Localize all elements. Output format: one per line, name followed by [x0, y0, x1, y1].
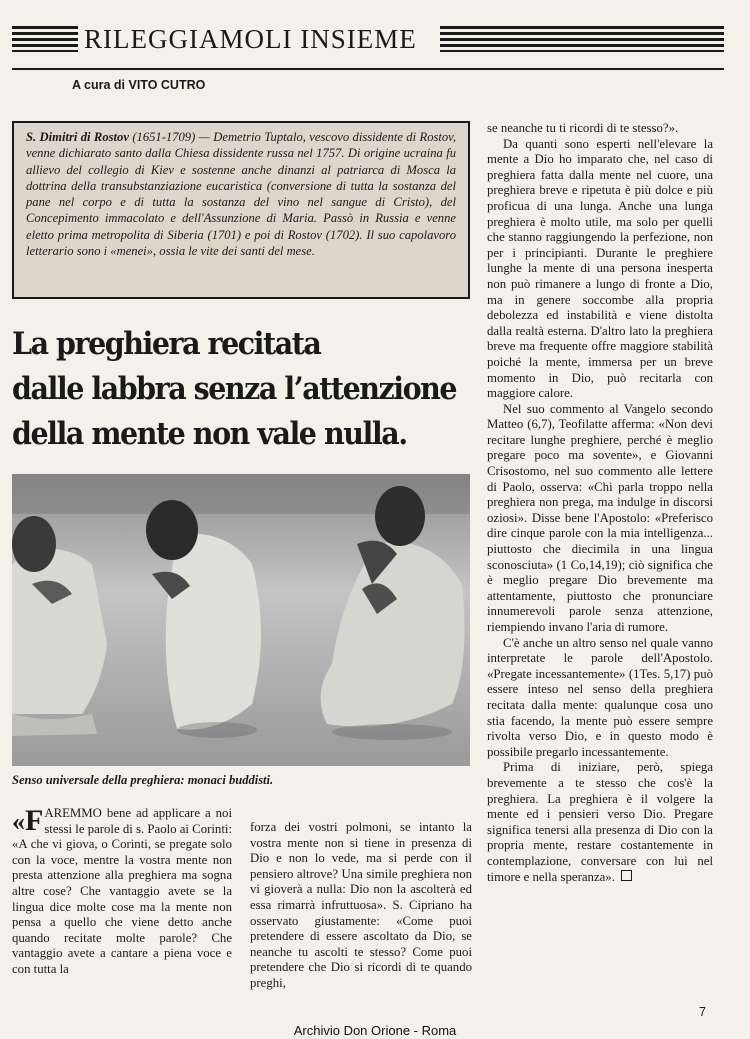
column-3-paragraph: Da quanti sono esperti nell'elevare la mente a Dio ho imparato che, nel caso di preghiera fatta dalla mente nel cuore, una preghiera breve e ripetuta è più dolce e più proficua di una lunga. Anche una lunga preghiera è molto utile, ma solo per quelli che stanno raggiungendo la perfezione, non per i principianti. Durante le preghiere lunghe la mente di una persona inesperta non può rimanere a lungo di fronte a Dio, ma in genere soccombe alla propria debolezza ed instabilità e viene distolta dalla realtà esterna. D'altro lato la preghiera breve ma frequente offre maggiore stabilità poiché la mente, immersa per un breve momento in Dio, può recitarla con maggiore calore. — [487, 136, 713, 401]
byline: A cura di VITO CUTRO — [72, 78, 206, 92]
end-mark-icon — [621, 870, 632, 881]
monks-photo — [12, 474, 470, 766]
section-header — [12, 22, 724, 56]
archive-footer: Archivio Don Orione - Roma — [293, 1023, 457, 1038]
column-2-text: forza dei vostri polmoni, se intanto la vostra mente non si tiene in presenza di Dio e non lo vede, ma si perde con il pensiero altrove? Una simile preghiera non vi gioverà a nulla: Dio non la ascolterà ed essa rimarrà infruttuosa». S. Cipriano ha osservato giustamente: «Come puoi pretendere di essere ascoltato da Dio, se neanche tu ascolti te stesso? Come puoi pretendere che Dio si ricordi di te quando preghi, — [250, 820, 472, 990]
page-number: 7 — [699, 1005, 706, 1019]
header-stripes-left — [12, 26, 78, 52]
article-column-2 — [250, 820, 472, 992]
column-3-paragraph: C'è anche un altro senso nel quale vanno interpretate le parole dell'Apostolo. «Pregate incessantemente» (1Tes. 5,17) può essere inteso nel senso della preghiera recitata dalla mente: qualunque cosa uno stia facendo, la mente può essere sempre rivolta verso Dio, e in questo modo è possibile pregarlo incessantemente. — [487, 635, 713, 759]
column-3-paragraph: Nel suo commento al Vangelo secondo Matteo (6,7), Teofilatte afferma: «Non devi recitare lunghe preghiere, perché è meglio pregare poco ma sovente», e Giovanni Crisostomo, nel suo commento alle lettere di Paolo, osserva: «Chi parla troppo nella preghiera non prega, ma indulge in discorsi oziosi». Disse bene l'Apostolo: «Preferisco dire cinque parole con la mia intelligenza... piuttosto che diecimila in una lingua sconosciuta» (1 Co,14,19); ciò significa che è meglio pregare Dio brevemente ma attentamente, piuttosto che pronunciare innumerevoli parole senza attenzione, riempiendo invano l'aria di rumore. — [487, 401, 713, 634]
column-3-paragraph: Prima di iniziare, però, spiega brevemente a te stesso che cos'è la preghiera. La preghiera è il volgere la mente ed i pensieri verso Dio. Pregare significa tenersi alla presenza di Dio con la propria mente, restare costantemente in contemplazione, conversare con lui nel timore e nella speranza». — [487, 760, 713, 884]
bio-name: S. Dimitri di Rostov — [26, 130, 129, 144]
column-1-text: bene ad applicare a noi stessi le parole di s. Paolo ai Corinti: «A che vi giova, o Corinti, se pregate solo con la voce, mentre la vostra mente non presta attenzione alla preghiera ma sogna altre cose? Che vantaggio avete se la lingua dice molte cose ma la mente non pensa a quello che viene detto anche quando recitate molte parole? Che vantaggio avete a cantare a piena voce e con tutta la — [12, 806, 232, 976]
drop-cap: «F — [12, 804, 44, 837]
header-stripes-right — [440, 26, 724, 52]
headline-line-2: dalle labbra senza l’attenzione — [12, 371, 457, 407]
column-3-paragraph: se neanche tu ti ricordi di te stesso?». — [487, 121, 679, 135]
headline-line-1: La preghiera recitata — [12, 326, 321, 362]
headline — [12, 322, 457, 457]
photo-caption: Senso universale della preghiera: monaci buddisti. — [12, 773, 274, 787]
biography-box — [12, 121, 470, 299]
header-rule — [12, 68, 724, 70]
article-column-3 — [487, 121, 713, 885]
section-title: RILEGGIAMOLI INSIEME — [84, 24, 417, 54]
bio-text: (1651-1709) — Demetrio Tuptalo, vescovo dissidente di Rostov, venne dichiarato santo dalla Chiesa dissidente russa nel 1757. Di origine ucraina fu allievo del collegio di Kiev e sostenne anche dinanzi al patriarca di Mosca la dottrina della transubstanziazione eucaristica (conversione di tutta la sostanza del pane nel corpo e di tutta la sostanza del vino nel sangue di Cristo), del Concepimento immacolato e dell'Assunzione di Maria. Passò in Russia e venne eletto prima metropolita di Siberia (1701) e poi di Rostov (1702). Il suo capolavoro letterario sono i «menei», ossia le vite dei santi del mese. — [26, 130, 456, 259]
article-column-1 — [12, 806, 232, 978]
headline-line-3: della mente non vale nulla. — [12, 416, 407, 452]
lead-word: AREMMO — [44, 806, 102, 820]
